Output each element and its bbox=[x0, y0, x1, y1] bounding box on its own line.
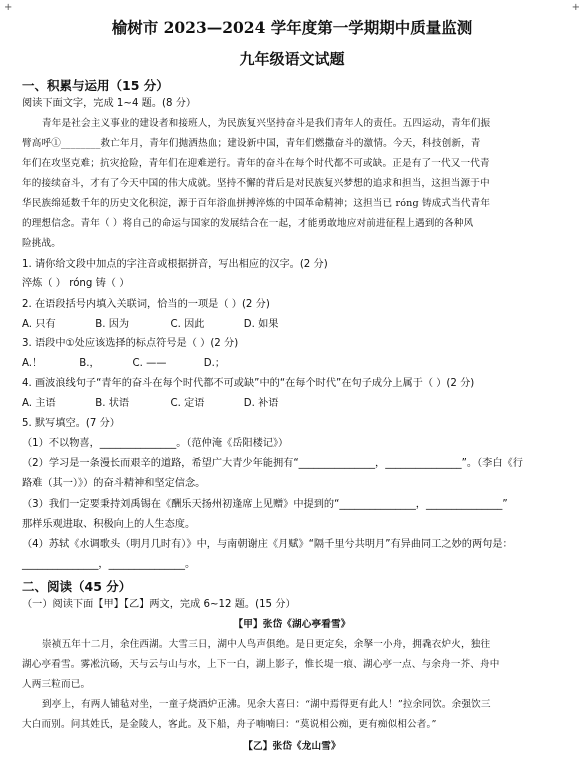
question-1-blanks: 淬炼（ ） róng 铸（ ） bbox=[22, 278, 130, 289]
text-a-line-1: 崇祯五年十二月，余住西湖。大雪三日，湖中人鸟声俱绝。是日更定矣，余拏一小舟，拥毳衣炉火，独往 bbox=[42, 639, 491, 650]
text-a-title: 【甲】张岱《湖心亭看雪》 bbox=[233, 619, 351, 630]
q2-option-b: B. 因为 bbox=[95, 319, 130, 330]
question-1: 1. 请你给文段中加点的字注音或根据拼音，写出相应的汉字。(2 分) bbox=[22, 259, 328, 270]
corner-mark-right: + bbox=[571, 2, 580, 13]
text-a-line-3: 人两三粒而已。 bbox=[22, 679, 91, 690]
corner-mark-left: + bbox=[4, 2, 13, 13]
question-5-item-4b: _______________，_______________。 bbox=[22, 559, 196, 570]
question-5-item-1: （1）不以物喜，_______________。（范仲淹《岳阳楼记》） bbox=[22, 438, 289, 449]
question-3: 3. 语段中①处应该选择的标点符号是（ ）(2 分) bbox=[22, 338, 239, 349]
question-4: 4. 画波浪线句子“青年的奋斗在每个时代都不可或缺”中的“在每个时代”在句子成分上属于（ ）(2 分) bbox=[22, 378, 475, 389]
exam-title: 榆树市 2023—2024 学年度第一学期期中质量监测 bbox=[111, 18, 473, 37]
passage-line-6: 的理想信念。青年（ ）将自己的命运与国家的发展结合在一起，才能勇敢地应对前进征程上遇到的各种风 bbox=[22, 218, 474, 229]
q4-option-d: D. 补语 bbox=[243, 398, 279, 409]
text-a-line-2: 湖心亭看雪。雾凇沆砀，天与云与山与水，上下一白，湖上影子，惟长堤一痕、湖心亭一点、与余舟一芥、舟中 bbox=[22, 659, 500, 670]
text-a-line-5: 大白而别。问其姓氏，是金陵人，客此。及下船，舟子喃喃曰：“莫说相公痴，更有痴似相公者。” bbox=[22, 719, 437, 730]
q3-option-b: B.， bbox=[79, 358, 100, 369]
q4-option-a: A. 主语 bbox=[22, 398, 56, 409]
question-3-options bbox=[22, 357, 562, 371]
question-5-item-3a: （3）我们一定要秉持刘禹锡在《酬乐天扬州初逢席上见赠》中提到的“_______________，_______________” bbox=[22, 499, 508, 510]
question-5-item-2a: （2）学习是一条漫长而艰辛的道路，希望广大青少年能拥有“_______________，_______________”。（李白《行 bbox=[22, 458, 523, 469]
passage-line-4: 年的接续奋斗，才有了今天中国的伟大成就。坚持不懈的背后是对民族复兴梦想的追求和担当，这担当源于中 bbox=[22, 178, 490, 189]
question-2-options bbox=[22, 318, 562, 332]
exam-subtitle: 九年级语文试题 bbox=[239, 50, 345, 68]
passage-line-2: 臂高呼①________救亡年月，青年们抛洒热血；建设新中国，青年们燃撒奋斗的激情。今天，科技创新，青 bbox=[22, 138, 481, 149]
q4-option-c: C. 定语 bbox=[170, 398, 205, 409]
q3-option-a: A.！ bbox=[22, 358, 43, 369]
section2-intro: （一）阅读下面【甲】【乙】两文，完成 6~12 题。(15 分） bbox=[22, 599, 296, 610]
text-a-line-4: 到亭上，有两人铺毡对坐，一童子烧酒炉正沸。见余大喜曰：“湖中焉得更有此人！”拉余同饮。余强饮三 bbox=[42, 699, 491, 710]
passage-line-7: 险挑战。 bbox=[22, 238, 61, 249]
question-5-item-3b: 那样乐观进取、积极向上的人生态度。 bbox=[22, 519, 196, 530]
passage-line-1: 青年是社会主义事业的建设者和接班人，为民族复兴坚持奋斗是我们青年人的责任。五四运动，青年们振 bbox=[42, 118, 491, 129]
section-heading-1: 一、积累与运用（15 分） bbox=[22, 78, 169, 93]
section1-intro: 阅读下面文字，完成 1~4 题。(8 分） bbox=[22, 98, 197, 109]
q3-option-c: C. —— bbox=[132, 358, 167, 369]
question-5: 5. 默写填空。(7 分） bbox=[22, 418, 120, 429]
question-4-options bbox=[22, 397, 562, 411]
q2-option-c: C. 因此 bbox=[170, 319, 205, 330]
q3-option-d: D.； bbox=[203, 358, 226, 369]
passage-line-5: 华民族绵延数千年的历史文化积淀，源于百年浴血拼搏淬炼的中国革命精神；这担当已 róng 铸成式当代青年 bbox=[22, 198, 491, 209]
passage-line-3: 年们在攻坚克难；抗灾抢险，青年们在迎难逆行。青年的奋斗在每个时代都不可或缺。正是有了一代又一代青 bbox=[22, 158, 490, 169]
q2-option-a: A. 只有 bbox=[22, 319, 56, 330]
text-b-title: 【乙】张岱《龙山雪》 bbox=[243, 741, 341, 752]
q4-option-b: B. 状语 bbox=[95, 398, 130, 409]
question-5-item-2b: 路难（其一）》）的奋斗精神和坚定信念。 bbox=[22, 478, 206, 489]
q2-option-d: D. 如果 bbox=[243, 319, 279, 330]
question-5-item-4a: （4）苏轼《水调歌头（明月几时有）》中，与南朝谢庄《月赋》“隔千里兮共明月”有异曲同工之妙的两句是： bbox=[22, 539, 513, 550]
question-2: 2. 在语段括号内填入关联词，恰当的一项是（ ）(2 分) bbox=[22, 299, 270, 310]
section-heading-2: 二、阅读（45 分） bbox=[22, 579, 132, 594]
